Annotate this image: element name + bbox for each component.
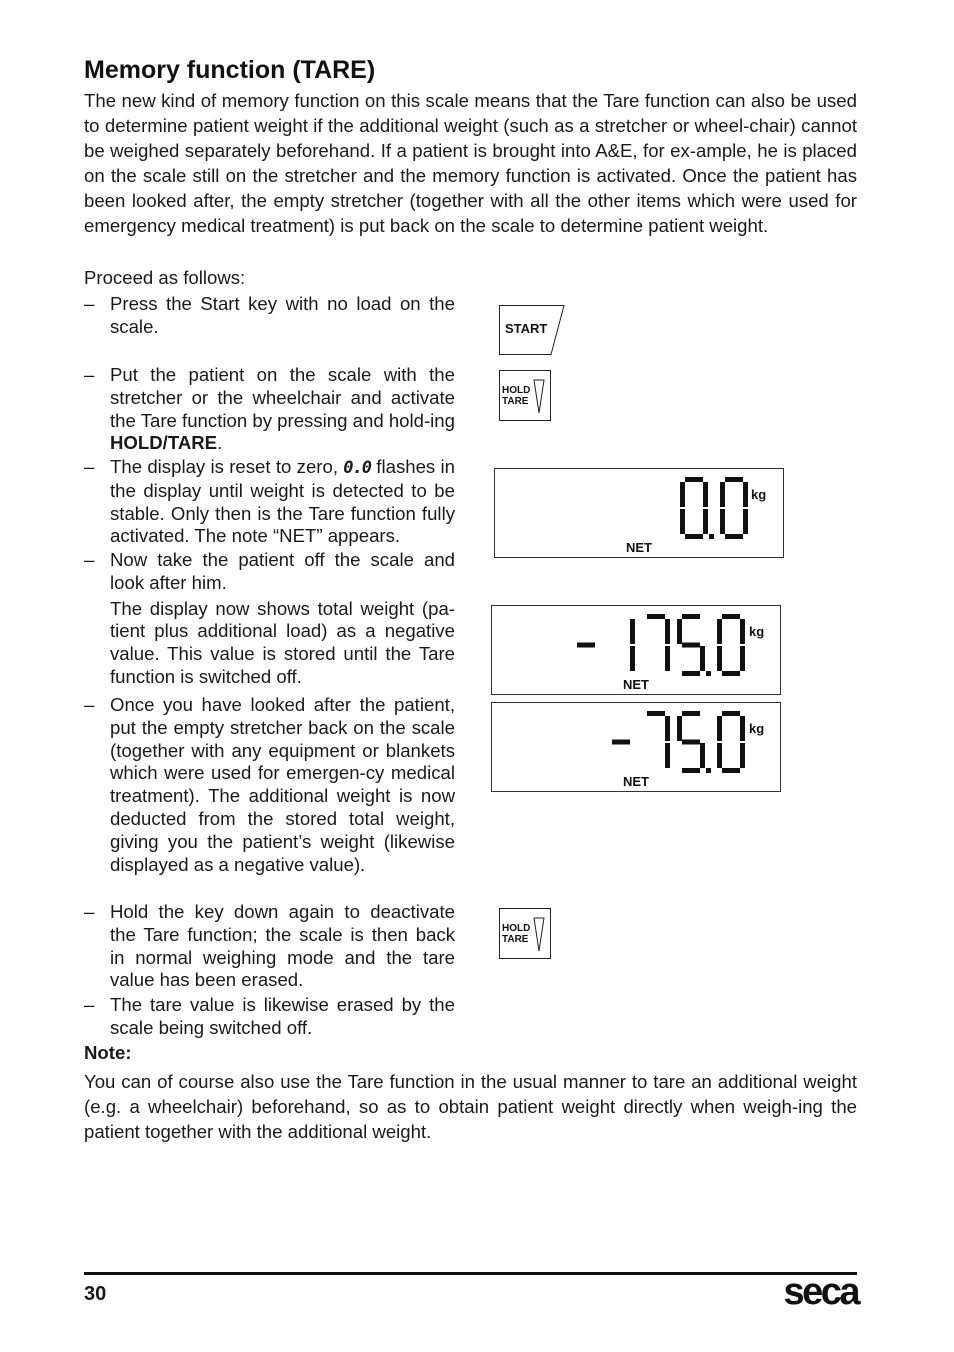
hold-tare-key-icon bbox=[499, 908, 552, 960]
step-remove-patient bbox=[84, 549, 455, 689]
net-indicator: NET bbox=[623, 774, 649, 789]
lcd-segment bbox=[725, 477, 743, 482]
lcd-segment bbox=[682, 671, 700, 676]
lcd-segment bbox=[680, 482, 685, 507]
minus-sign bbox=[577, 643, 595, 648]
lcd-segment bbox=[647, 614, 665, 619]
dash-bullet: – bbox=[84, 994, 95, 1015]
net-indicator: NET bbox=[623, 677, 649, 692]
lcd-segment bbox=[725, 534, 743, 539]
note-title: Note: bbox=[84, 1042, 132, 1063]
hold-tare-key-icon bbox=[499, 370, 552, 422]
lcd-segment bbox=[665, 743, 670, 768]
lcd-segment bbox=[677, 716, 682, 741]
inline-display-value: 0.0 bbox=[343, 458, 372, 478]
lcd-digit-1 bbox=[630, 619, 635, 671]
step-activate-tare bbox=[84, 364, 455, 455]
unit-label: kg bbox=[749, 721, 765, 736]
start-key-icon bbox=[499, 305, 567, 355]
step-text: Put the patient on the scale with the stretcher or the wheelchair and activate the Tare function by pressing and hold-ing bbox=[110, 364, 455, 431]
lcd-segment bbox=[647, 711, 665, 716]
page-title: Memory function (TARE) bbox=[84, 56, 376, 84]
lcd-segment bbox=[717, 646, 722, 671]
scale-display bbox=[491, 605, 781, 695]
scale-display bbox=[491, 702, 781, 792]
footer-rule bbox=[84, 1272, 857, 1275]
dash-bullet: – bbox=[84, 456, 95, 477]
lcd-segment bbox=[717, 743, 722, 768]
step-text: The tare value is likewise erased by the scale being switched off. bbox=[110, 994, 455, 1038]
lcd-segment bbox=[682, 643, 700, 648]
lcd-digit-0 bbox=[680, 477, 714, 539]
lcd-segment bbox=[740, 619, 745, 644]
lcd-digit-5 bbox=[677, 711, 711, 773]
lcd-segment bbox=[722, 671, 740, 676]
lcd-segment bbox=[665, 646, 670, 671]
page-number: 30 bbox=[84, 1283, 107, 1305]
step-text-end: flashes in the display until weight is detected to be stable. Only then is the Tare function fully activated. The note “NET” appears. bbox=[110, 456, 455, 547]
proceed-label: Proceed as follows: bbox=[84, 267, 246, 288]
dash-bullet: – bbox=[84, 293, 95, 314]
lcd-segment bbox=[682, 711, 700, 716]
scale-display bbox=[494, 468, 784, 558]
lcd-segment bbox=[717, 716, 722, 741]
step-switch-off bbox=[84, 994, 455, 1040]
intro-paragraph: The new kind of memory function on this scale means that the Tare function can also be used to determine patient weight if the additional weight (such as a stretcher or wheel-chair) cannot be weighed separately beforehand. If a patient is brought into A&E, for ex-ample, he is placed on the scale still on the stretcher and the memory function is activated. Once the patient has been looked after, the empty stretcher (together with all the other items which were used for emergency medical treatment) is put back on the scale to determine patient weight. bbox=[84, 90, 857, 236]
lcd-segment bbox=[740, 743, 745, 768]
lcd-segment bbox=[680, 509, 685, 534]
lcd-segment bbox=[677, 619, 682, 644]
lcd-digit-5 bbox=[677, 614, 711, 676]
step-text-end: . bbox=[217, 432, 223, 454]
dash-bullet: – bbox=[84, 901, 95, 922]
lcd-segment bbox=[722, 711, 740, 716]
lcd-segment bbox=[717, 619, 722, 644]
step-text: The display is reset to zero, bbox=[110, 456, 344, 477]
lcd-segment bbox=[630, 619, 635, 644]
lcd-segment bbox=[682, 768, 700, 773]
lcd-segment bbox=[740, 646, 745, 671]
lcd-digit-7 bbox=[647, 614, 670, 671]
decimal-point bbox=[709, 534, 714, 539]
lcd-segment bbox=[700, 743, 705, 768]
hold-key-label: HOLD bbox=[502, 385, 531, 396]
lcd-segment bbox=[720, 509, 725, 534]
hold-key-label: HOLD bbox=[502, 923, 531, 934]
lcd-segment bbox=[703, 509, 708, 534]
lcd-segment bbox=[743, 509, 748, 534]
dash-bullet: – bbox=[84, 694, 95, 715]
step-text: Once you have looked after the patient, put the empty stretcher back on the scale (together with any equipment or blankets which were used for emergen-cy medical treatment). The additional weight is now deducted from the stored total weight, giving you the patient’s weight (likewise displayed as a negative value). bbox=[110, 694, 455, 875]
lcd-segment bbox=[630, 646, 635, 671]
lcd-segment bbox=[740, 716, 745, 741]
tare-key-label: TARE bbox=[502, 396, 529, 407]
lcd-segment bbox=[665, 716, 670, 741]
step-extra-text: The display now shows total weight (pa-tient plus additional load) as a negative value. This value is stored until the Tare function is switched off. bbox=[110, 597, 455, 687]
lcd-digit-7 bbox=[647, 711, 670, 768]
step-display-reset bbox=[84, 456, 455, 548]
lcd-segment bbox=[682, 740, 700, 745]
step-text: Hold the key down again to deactivate the Tare function; the scale is then back in normal weighing mode and the tare value has been erased. bbox=[110, 901, 455, 991]
lcd-segment bbox=[700, 646, 705, 671]
lcd-segment bbox=[612, 740, 630, 745]
note-text: You can of course also use the Tare function in the usual manner to tare an additional weight (e.g. a wheelchair) beforehand, so as to obtain patient weight directly when weigh-ing the patient together with the additional weight. bbox=[84, 1071, 857, 1142]
lcd-digit-0 bbox=[717, 614, 745, 676]
start-key-label: START bbox=[505, 321, 548, 336]
decimal-point bbox=[706, 671, 711, 676]
step-deactivate-tare bbox=[84, 901, 455, 992]
dash-bullet: – bbox=[84, 549, 95, 570]
lcd-segment bbox=[577, 643, 595, 648]
decimal-point bbox=[706, 768, 711, 773]
lcd-digit-0 bbox=[717, 711, 745, 773]
step-text: Now take the patient off the scale and look after him. bbox=[110, 549, 455, 593]
lcd-segment bbox=[685, 477, 703, 482]
lcd-segment bbox=[685, 534, 703, 539]
lcd-segment bbox=[682, 614, 700, 619]
minus-sign bbox=[612, 740, 630, 745]
lcd-segment bbox=[722, 768, 740, 773]
lcd-segment bbox=[665, 619, 670, 644]
seca-logo: seca bbox=[783, 1271, 858, 1313]
lcd-segment bbox=[720, 482, 725, 507]
net-indicator: NET bbox=[626, 540, 652, 555]
unit-label: kg bbox=[751, 487, 767, 502]
lcd-segment bbox=[703, 482, 708, 507]
step-text: Press the Start key with no load on the scale. bbox=[110, 293, 455, 337]
tare-key-label: TARE bbox=[502, 934, 529, 945]
hold-tare-emphasis: HOLD/TARE bbox=[110, 432, 218, 454]
lcd-segment bbox=[722, 614, 740, 619]
unit-label: kg bbox=[749, 624, 765, 639]
dash-bullet: – bbox=[84, 364, 95, 385]
lcd-digit-0 bbox=[720, 477, 748, 539]
step-stretcher-back bbox=[84, 694, 455, 876]
lcd-segment bbox=[743, 482, 748, 507]
step-press-start bbox=[84, 293, 455, 339]
